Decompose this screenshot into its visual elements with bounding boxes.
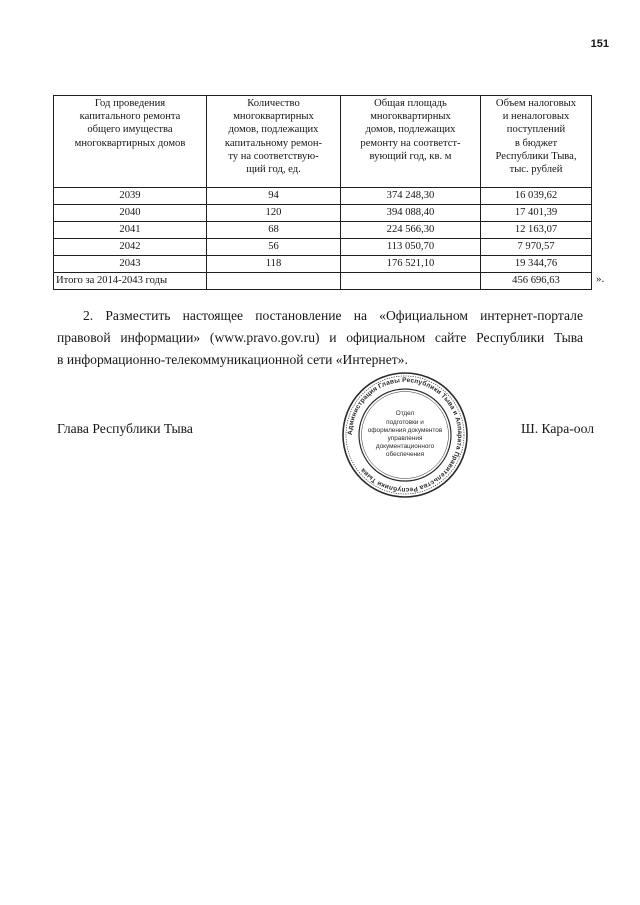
header-cell-revenue: Объем налоговых и неналоговых поступлений в бюджет Республики Тыва, тыс. рублей	[481, 96, 592, 188]
page-number: 151	[590, 38, 609, 50]
table-total-row	[54, 273, 592, 290]
revenue-cell: 17 401,39	[481, 205, 592, 222]
empty-cell	[207, 273, 341, 290]
data-table	[53, 95, 592, 290]
paragraph-line: правовой информации» (www.pravo.gov.ru) и официальном сайте Республики Тыва	[57, 330, 583, 345]
closing-quote: ».	[596, 273, 605, 285]
year-cell: 2039	[54, 188, 207, 205]
total-label-cell: Итого за 2014-2043 годы	[54, 273, 207, 290]
area-cell: 113 050,70	[341, 239, 481, 256]
signature-title: Глава Республики Тыва	[57, 421, 193, 436]
count-cell: 118	[207, 256, 341, 273]
table-row	[54, 256, 592, 273]
paragraph-line: в информационно-телекоммуникационной сети «Интернет».	[57, 352, 408, 367]
count-cell: 120	[207, 205, 341, 222]
revenue-cell: 12 163,07	[481, 222, 592, 239]
empty-cell	[341, 273, 481, 290]
count-cell: 94	[207, 188, 341, 205]
header-cell-year: Год проведения капитального ремонта общего имущества многоквартирных домов	[54, 96, 207, 188]
total-value-cell: 456 696,63	[481, 273, 592, 290]
table-row	[54, 239, 592, 256]
year-cell: 2043	[54, 256, 207, 273]
area-cell: 176 521,10	[341, 256, 481, 273]
table-row	[54, 205, 592, 222]
area-cell: 374 248,30	[341, 188, 481, 205]
year-cell: 2041	[54, 222, 207, 239]
official-seal	[340, 370, 470, 500]
count-cell: 68	[207, 222, 341, 239]
table-row	[54, 188, 592, 205]
header-cell-area: Общая площадь многоквартирных домов, подлежащих ремонту на соответст- вующий год, кв. м	[341, 96, 481, 188]
revenue-cell: 7 970,57	[481, 239, 592, 256]
seal-center-text: Отдел подготовки и оформления документов управления документационного обеспечения	[367, 410, 443, 459]
seal-ring-text: Администрация Главы Республики Тыва и Аппарата Правительства Республики Тыва	[346, 376, 464, 494]
paragraph-line: 2. Разместить настоящее постановление на «Официальном интернет-портале	[83, 308, 583, 323]
year-cell: 2042	[54, 239, 207, 256]
revenue-cell: 19 344,76	[481, 256, 592, 273]
count-cell: 56	[207, 239, 341, 256]
signature-name: Ш. Кара-оол	[521, 421, 594, 436]
revenue-cell: 16 039,62	[481, 188, 592, 205]
year-cell: 2040	[54, 205, 207, 222]
table-container	[53, 95, 592, 290]
paragraph-item-2	[57, 305, 583, 371]
area-cell: 394 088,40	[341, 205, 481, 222]
header-cell-count: Количество многоквартирных домов, подлежащих капитальному ремон- ту на соответствую- щий год, ед.	[207, 96, 341, 188]
area-cell: 224 566,30	[341, 222, 481, 239]
table-row	[54, 222, 592, 239]
table-header-row	[54, 96, 592, 188]
